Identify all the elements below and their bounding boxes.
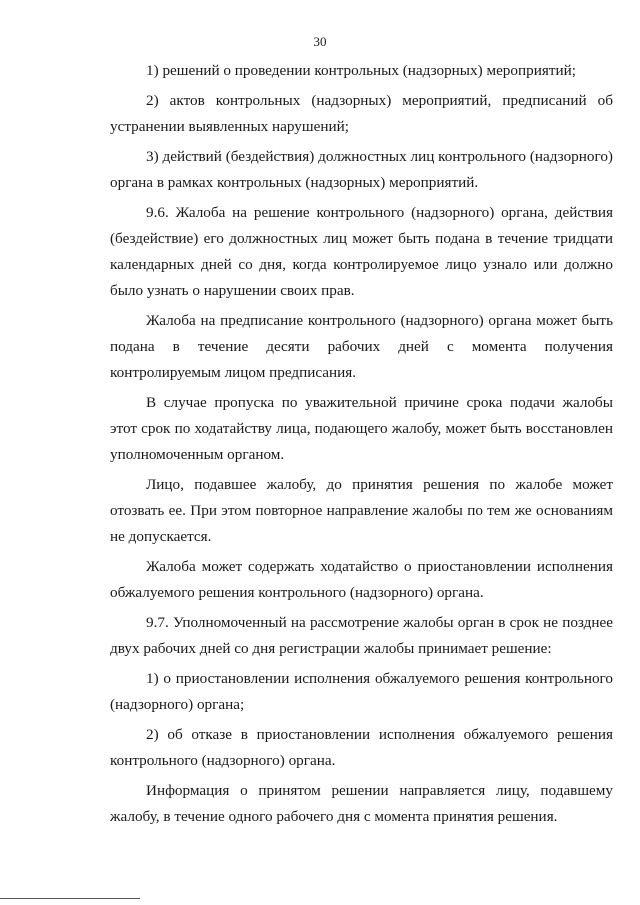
paragraph-appeal-item-2: 2) актов контрольных (надзорных) мероприятий, предписаний об устранении выявленных нарушений; <box>110 92 613 135</box>
paragraph-appeal-item-3: 3) действий (бездействия) должностных лиц контрольного (надзорного) органа в рамках контрольных (надзорных) мероприятий. <box>110 148 613 191</box>
document-body <box>110 58 613 834</box>
paragraph-notification: Информация о принятом решении направляется лицу, подавшему жалобу, в течение одного рабочего дня с момента принятия решения. <box>110 782 613 825</box>
paragraph-term-restoration: В случае пропуска по уважительной причине срока подачи жалобы этот срок по ходатайству лица, подающего жалобу, может быть восстановлен уполномоченным органом. <box>110 394 613 463</box>
paragraph-prescription-appeal: Жалоба на предписание контрольного (надзорного) органа может быть подана в течение десяти рабочих дней с момента получения контролируемым лицом предписания. <box>110 312 613 381</box>
paragraph-suspension-petition: Жалоба может содержать ходатайство о приостановлении исполнения обжалуемого решения контрольного (надзорного) органа. <box>110 558 613 601</box>
paragraph-appeal-item-1: 1) решений о проведении контрольных (надзорных) мероприятий; <box>146 62 576 79</box>
paragraph-decision-item-2: 2) об отказе в приостановлении исполнения обжалуемого решения контрольного (надзорного) органа. <box>110 726 613 769</box>
paragraph-clause-9-6: 9.6. Жалоба на решение контрольного (надзорного) органа, действия (бездействие) его должностных лиц может быть подана в течение тридцати календарных дней со дня, когда контролируемое лицо узнало или должно было узнать о нарушении своих прав. <box>110 204 613 299</box>
footer-divider <box>0 898 140 899</box>
paragraph-clause-9-7: 9.7. Уполномоченный на рассмотрение жалобы орган в срок не позднее двух рабочих дней со дня регистрации жалобы принимает решение: <box>110 614 613 657</box>
page-number: 30 <box>313 34 327 49</box>
paragraph-withdrawal: Лицо, подавшее жалобу, до принятия решения по жалобе может отозвать ее. При этом повторное направление жалобы по тем же основаниям не допускается. <box>110 476 613 545</box>
paragraph-decision-item-1: 1) о приостановлении исполнения обжалуемого решения контрольного (надзорного) органа; <box>110 670 613 713</box>
